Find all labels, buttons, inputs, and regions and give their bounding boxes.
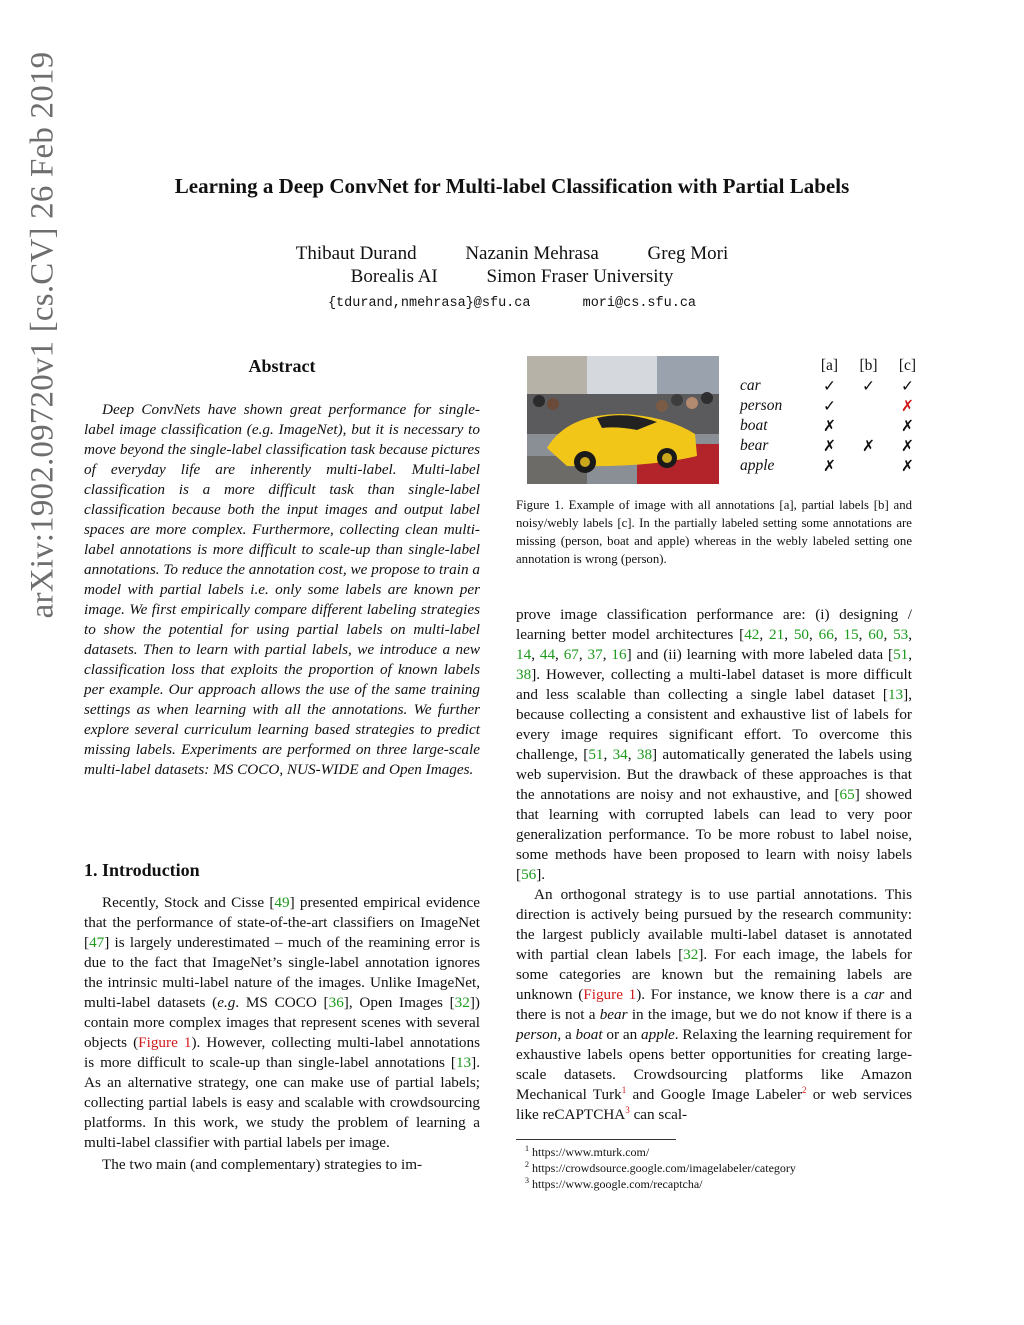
- citation-link[interactable]: 38: [636, 746, 653, 763]
- citation-link[interactable]: 44: [539, 646, 556, 663]
- empty-mark: [849, 396, 888, 416]
- cross-mark: ✗: [901, 457, 914, 475]
- table-row: boat ✗ ✗: [730, 416, 927, 436]
- affiliation: Simon Fraser University: [486, 266, 674, 287]
- footnote: 2 https://crowdsource.google.com/imagelabeler/category: [525, 1160, 796, 1175]
- abstract-heading: Abstract: [248, 356, 316, 376]
- citation-link[interactable]: 53: [893, 626, 909, 643]
- citation-link[interactable]: 14: [516, 646, 532, 663]
- table-row: car ✓ ✓ ✓: [730, 376, 927, 396]
- table-row: apple ✗ ✗: [730, 456, 927, 476]
- intro-body: [84, 893, 480, 1177]
- label-annotation-table: [730, 356, 927, 476]
- street-photo-illustration: [527, 356, 719, 484]
- check-mark: ✓: [901, 377, 914, 395]
- cross-mark: ✗: [862, 437, 875, 455]
- citation-link[interactable]: 15: [843, 626, 859, 643]
- abstract-text: Deep ConvNets have shown great performance for single-label image classification (e.g. ImageNet), but it is necessary to move beyond the single-label classification task because pictures of everyday life are inherently multi-label. Multi-label classification is a more difficult task than single-label classification because both the input images and output label spaces are more complex. Furthermore, collecting clean multi-label annotations is more difficult to scale-up than single-label annotations. To reduce the annotation cost, we propose to train a model with partial labels i.e. only some labels are known per image. We first empirically compare different labeling strategies to show the potential for using partial labels on multi-label datasets. Then to learn with partial labels, we introduce a new classification loss that exploits the proportion of known labels per example. Our approach allows the use of the same training settings as when learning with all the annotations. We further explore several curriculum learning based strategies to predict missing labels. Experiments are performed on three large-scale multi-label datasets: MS COCO, NUS-WIDE and Open Images.: [84, 401, 480, 778]
- citation-link[interactable]: 50: [793, 626, 810, 643]
- citation-link[interactable]: 66: [818, 626, 834, 643]
- check-mark: ✓: [862, 377, 875, 395]
- citation-link[interactable]: 65: [839, 786, 855, 803]
- citation-link[interactable]: 37: [587, 646, 603, 663]
- citation-link[interactable]: 49: [274, 894, 290, 911]
- citation-link[interactable]: 51: [588, 746, 604, 763]
- footnote-link[interactable]: 3: [625, 1104, 630, 1115]
- footnotes: [525, 1144, 796, 1192]
- citation-link[interactable]: 42: [744, 626, 760, 643]
- section-heading: 1. Introduction: [84, 860, 200, 880]
- check-mark: ✓: [823, 397, 836, 415]
- intro-paragraph: Recently, Stock and Cisse [49] presented empirical evidence that the performance of state-of-the-art classifiers on ImageNet [47] is largely underestimated – much of the reamining error is due to the fact that ImageNet’s single-label annotation ignores the intrinsic multi-label nature of the images. Unlike ImageNet, multi-label datasets (e.g. MS COCO [36], Open Images [32]) contain more complex images that represent scenes with several objects (Figure 1). However, collecting multi-label annotations is more difficult to scale-up than single-label annotations [13]. As an alternative strategy, one can make use of partial labels; collecting partial labels is easy and scalable with crowdsourcing platforms. In this work, we study the problem of learning a multi-label classifier with partial labels per image.: [84, 894, 481, 1151]
- wrong-mark: ✗: [901, 397, 914, 415]
- author-block: [0, 242, 1024, 315]
- author-name: Greg Mori: [647, 243, 729, 264]
- column-header: [c]: [898, 357, 917, 374]
- body-paragraph: prove image classification performance are: (i) designing / learning better model architectures [42, 21, 50, 66, 15, 60, 53, 14, 44, 67, 37, 16] and (ii) learning with more labeled data [51, 38]. However, collecting a multi-label dataset is more difficult and less scalable than collecting a single label dataset [13], because collecting a consistent and exhaustive list of labels for every image requires significant effort. To overcome this challenge, [51, 34, 38] automatically generated the labels using web supervision. But the drawback of these approaches is that the annotations are noisy and not exhaustive, and [65] showed that learning with corrupted labels can lead to very poor generalization performance. To be more robust to label noise, some methods have been proposed to learn with noisy labels [56].: [516, 606, 913, 883]
- empty-mark: [849, 456, 888, 476]
- citation-link[interactable]: 13: [887, 686, 904, 703]
- citation-link[interactable]: 21: [769, 626, 785, 643]
- footnote-url[interactable]: https://crowdsource.google.com/imagelabeler/category: [532, 1161, 796, 1175]
- citation-link[interactable]: 34: [612, 746, 628, 763]
- cross-mark: ✗: [901, 417, 914, 435]
- footnote: 3 https://www.google.com/recaptcha/: [525, 1176, 703, 1191]
- figure-caption: Figure 1. Example of image with all annotations [a], partial labels [b] and noisy/webly labels [c]. In the partially labeled setting some annotations are missing (person, boat and apple) whereas in the webly labeled setting one annotation is wrong (person).: [516, 498, 912, 566]
- affiliation: Borealis AI: [350, 266, 438, 287]
- paper-title: Learning a Deep ConvNet for Multi-label Classification with Partial Labels: [174, 174, 850, 198]
- citation-link[interactable]: 51: [893, 646, 909, 663]
- citation-link[interactable]: 47: [89, 934, 105, 951]
- figure-photo: [527, 356, 719, 484]
- author-name: Nazanin Mehrasa: [465, 243, 599, 264]
- figure-link[interactable]: Figure 1: [138, 1034, 192, 1051]
- footnote-url[interactable]: https://www.mturk.com/: [532, 1145, 650, 1159]
- cross-mark: ✗: [823, 417, 836, 435]
- right-column-body: [516, 605, 912, 1125]
- footnote-link[interactable]: 1: [621, 1084, 627, 1095]
- citation-link[interactable]: 67: [563, 646, 579, 663]
- citation-link[interactable]: 32: [683, 946, 699, 963]
- citation-link[interactable]: 16: [611, 646, 627, 663]
- footnote: 1 https://www.mturk.com/: [525, 1144, 650, 1159]
- citation-link[interactable]: 32: [454, 994, 470, 1011]
- author-name: Thibaut Durand: [295, 243, 417, 264]
- cross-mark: ✗: [823, 457, 836, 475]
- cross-mark: ✗: [823, 437, 836, 455]
- body-paragraph: An orthogonal strategy is to use partial annotations. This direction is actively being pursued by the research community: the largest publicly available multi-label dataset is annotated with partial clean labels [32]. For each image, the labels for some categories are known but the remaining labels are unknown (Figure 1). For instance, we know there is a car and there is not a bear in the image, but we do not know if there is a person, a boat or an apple. Relaxing the learning requirement for exhaustive labels opens better opportunities for creating large-scale datasets. Crowdsourcing platforms like Amazon Mechanical Turk$^1$ and Google Image Labeler$^2$ or web services like reCAPTCHA$^3$ can scal-: [516, 886, 912, 1123]
- citation-link[interactable]: 38: [516, 666, 532, 683]
- footnote-link[interactable]: 2: [802, 1084, 807, 1095]
- citation-link[interactable]: 60: [868, 626, 884, 643]
- check-mark: ✓: [823, 377, 836, 395]
- email: {tdurand,nmehrasa}@sfu.ca: [327, 296, 531, 311]
- email: mori@cs.sfu.ca: [582, 296, 697, 311]
- arxiv-stamp: arXiv:1902.09720v1 [cs.CV] 26 Feb 2019: [24, 51, 61, 619]
- table-row: bear ✗ ✗ ✗: [730, 436, 927, 456]
- citation-link[interactable]: 56: [521, 866, 537, 883]
- empty-mark: [849, 416, 888, 436]
- column-header: [a]: [820, 357, 839, 374]
- citation-link[interactable]: 36: [328, 994, 344, 1011]
- figure-link[interactable]: Figure 1: [583, 986, 637, 1003]
- cross-mark: ✗: [901, 437, 914, 455]
- intro-paragraph: The two main (and complementary) strategies to im-: [102, 1156, 423, 1173]
- citation-link[interactable]: 13: [455, 1054, 472, 1071]
- footnote-divider: [516, 1139, 676, 1140]
- footnote-url[interactable]: https://www.google.com/recaptcha/: [532, 1177, 703, 1191]
- column-header: [b]: [859, 357, 878, 374]
- table-row: person ✓ ✗: [730, 396, 927, 416]
- abstract-body: [84, 400, 480, 780]
